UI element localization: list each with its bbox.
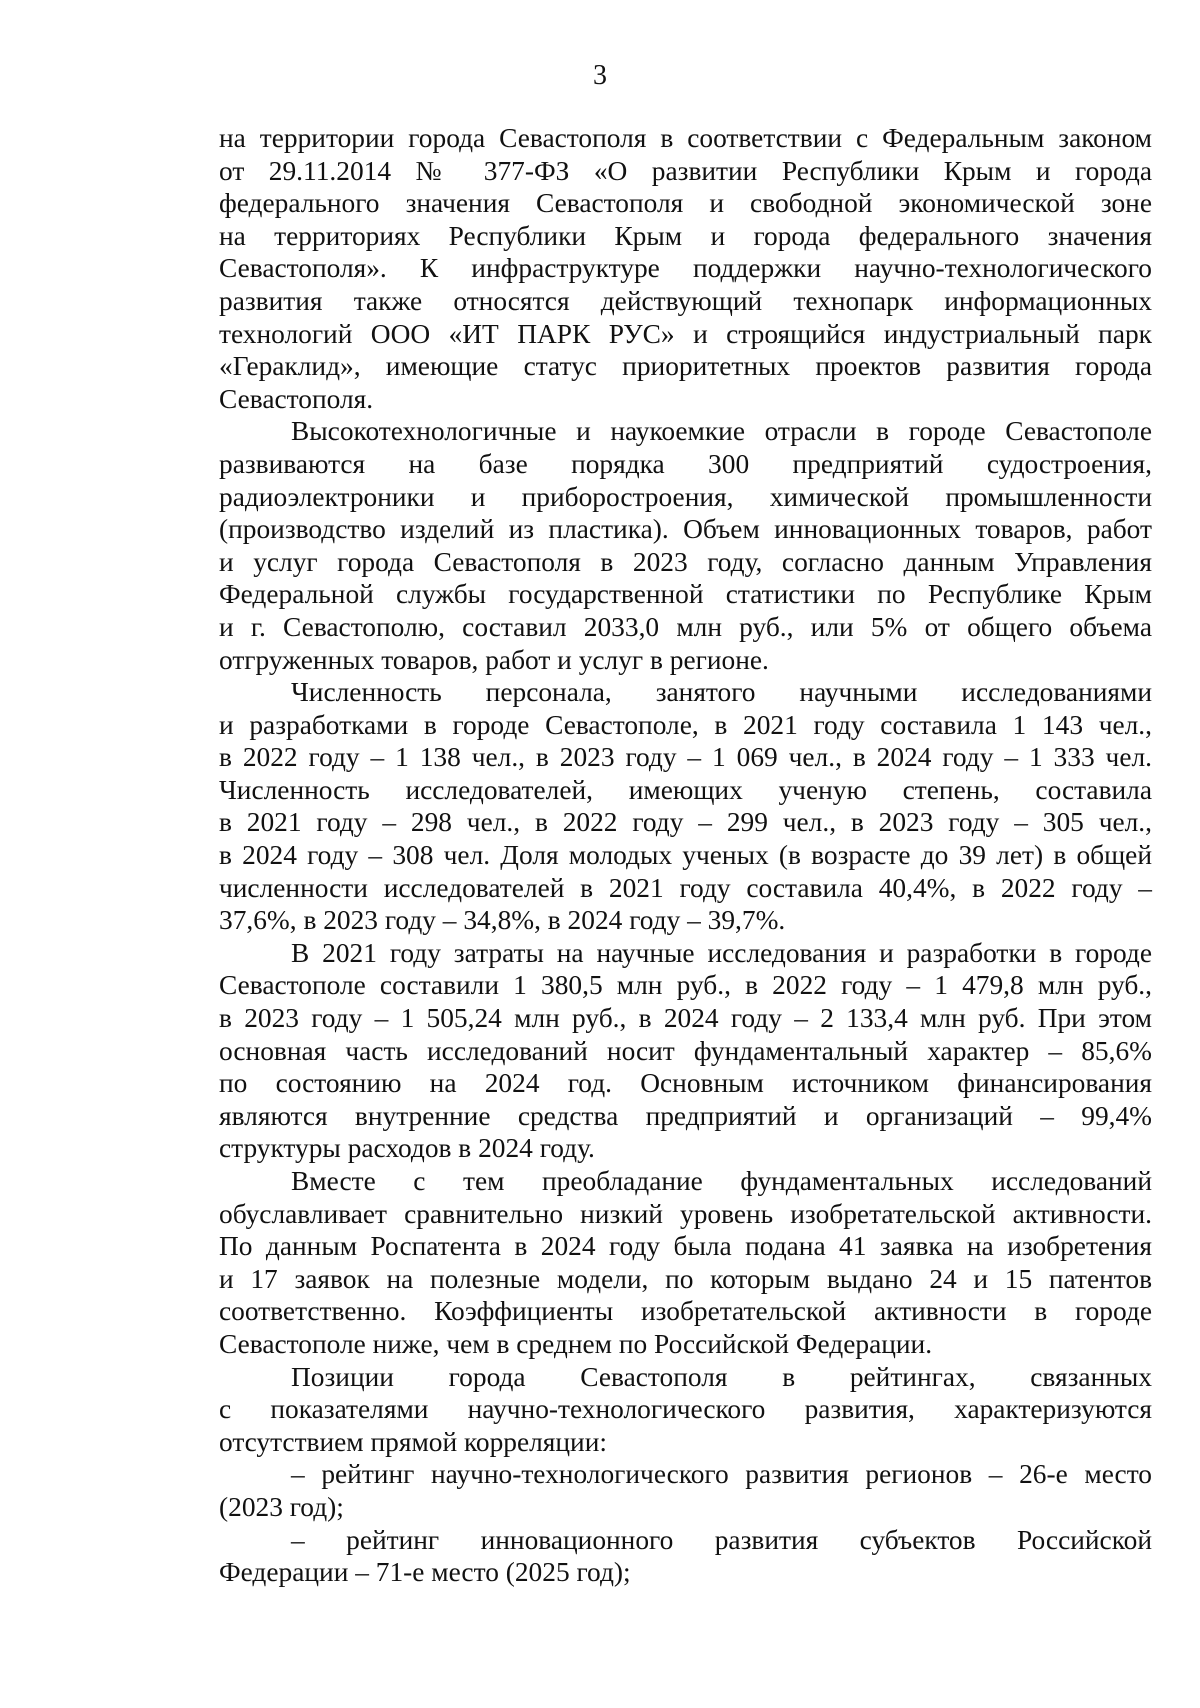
paragraph: [219, 415, 1152, 676]
text-line: развиваются на базе порядка 300 предприятий судостроения,: [219, 448, 1152, 479]
paragraph: [219, 1458, 1152, 1523]
text-line: и 17 заявок на полезные модели, по которым выдано 24 и 15 патентов: [219, 1263, 1152, 1294]
text-line: Позиции города Севастополя в рейтингах, связанных: [291, 1361, 1152, 1392]
text-line: по состоянию на 2024 год. Основным источником финансирования: [219, 1068, 1152, 1099]
text-line: федерального значения Севастополя и свободной экономической зоне: [219, 188, 1152, 219]
text-line: – рейтинг научно-технологического развития регионов – 26-е место: [291, 1459, 1152, 1490]
text-line: и разработками в городе Севастополе, в 2021 году составила 1 143 чел.,: [219, 709, 1152, 740]
text-line: с показателями научно-технологического развития, характеризуются: [219, 1394, 1152, 1425]
text-line: в 2022 году – 1 138 чел., в 2023 году – 1 069 чел., в 2024 году – 1 333 чел.: [219, 742, 1152, 773]
text-line: «Гераклид», имеющие статус приоритетных проектов развития города: [219, 351, 1152, 382]
text-line: Севастополя.: [219, 383, 374, 414]
text-line: в 2024 году – 308 чел. Доля молодых ученых (в возрасте до 39 лет) в общей: [219, 840, 1152, 871]
page-number: 3: [593, 60, 607, 91]
paragraph: [219, 122, 1152, 415]
paragraph: [219, 1524, 1152, 1589]
text-line: Вместе с тем преобладание фундаментальных исследований: [291, 1166, 1152, 1196]
text-line: По данным Роспатента в 2024 году была подана 41 заявка на изобретения: [219, 1231, 1152, 1262]
text-line: структуры расходов в 2024 году.: [219, 1133, 595, 1164]
text-line: в 2023 году – 1 505,24 млн руб., в 2024 году – 2 133,4 млн руб. При этом: [219, 1003, 1152, 1034]
text-line: от 29.11.2014 № 377-ФЗ «О развитии Республики Крым и города: [219, 155, 1152, 186]
text-line: 37,6%, в 2023 году – 34,8%, в 2024 году – 39,7%.: [219, 905, 786, 936]
text-line: Численность персонала, занятого научными исследованиями: [291, 677, 1152, 708]
text-line: являются внутренние средства предприятий и организаций – 99,4%: [219, 1100, 1152, 1131]
text-line: Севастополе составили 1 380,5 млн руб., в 2022 году – 1 479,8 млн руб.,: [219, 970, 1152, 1001]
text-line: основная часть исследований носит фундаментальный характер – 85,6%: [219, 1035, 1152, 1066]
text-line: отсутствием прямой корреляции:: [219, 1426, 607, 1457]
text-line: обуславливает сравнительно низкий уровень изобретательской активности.: [219, 1198, 1152, 1229]
text-line: Высокотехнологичные и наукоемкие отрасли в городе Севастополе: [291, 416, 1152, 447]
paragraph: [219, 1165, 1152, 1361]
text-line: (производство изделий из пластика). Объем инновационных товаров, работ: [219, 514, 1152, 545]
text-line: Федерации – 71-е место (2025 год);: [219, 1557, 631, 1588]
text-line: развития также относятся действующий технопарк информационных: [219, 285, 1152, 316]
text-line: отгруженных товаров, работ и услуг в регионе.: [219, 644, 769, 675]
text-line: соответственно. Коэффициенты изобретательской активности в городе: [219, 1296, 1152, 1327]
text-line: на территории города Севастополя в соответствии с Федеральным законом: [219, 123, 1152, 153]
text-line: Севастополе ниже, чем в среднем по Российской Федерации.: [219, 1328, 933, 1359]
document-body: [219, 122, 1152, 1589]
text-line: на территориях Республики Крым и города федерального значения: [219, 220, 1152, 251]
text-line: (2023 год);: [219, 1491, 344, 1522]
text-line: и г. Севастополю, составил 2033,0 млн руб., или 5% от общего объема: [219, 611, 1152, 642]
text-line: в 2021 году – 298 чел., в 2022 году – 299 чел., в 2023 году – 305 чел.,: [219, 807, 1152, 838]
paragraph: [219, 676, 1152, 937]
text-line: радиоэлектроники и приборостроения, химической промышленности: [219, 481, 1152, 512]
paragraph: [219, 1361, 1152, 1459]
text-line: Федеральной службы государственной статистики по Республике Крым: [219, 579, 1152, 610]
text-line: – рейтинг инновационного развития субъектов Российской: [291, 1524, 1152, 1555]
text-line: Севастополя». К инфраструктуре поддержки научно-технологического: [219, 253, 1152, 284]
text-line: численности исследователей в 2021 году составила 40,4%, в 2022 году –: [219, 872, 1152, 903]
text-line: В 2021 году затраты на научные исследования и разработки в городе: [291, 937, 1152, 968]
text-line: Численность исследователей, имеющих ученую степень, составила: [219, 774, 1152, 805]
text-line: технологий ООО «ИТ ПАРК РУС» и строящийся индустриальный парк: [219, 318, 1152, 349]
paragraph: [219, 937, 1152, 1165]
text-line: и услуг города Севастополя в 2023 году, согласно данным Управления: [219, 546, 1152, 577]
